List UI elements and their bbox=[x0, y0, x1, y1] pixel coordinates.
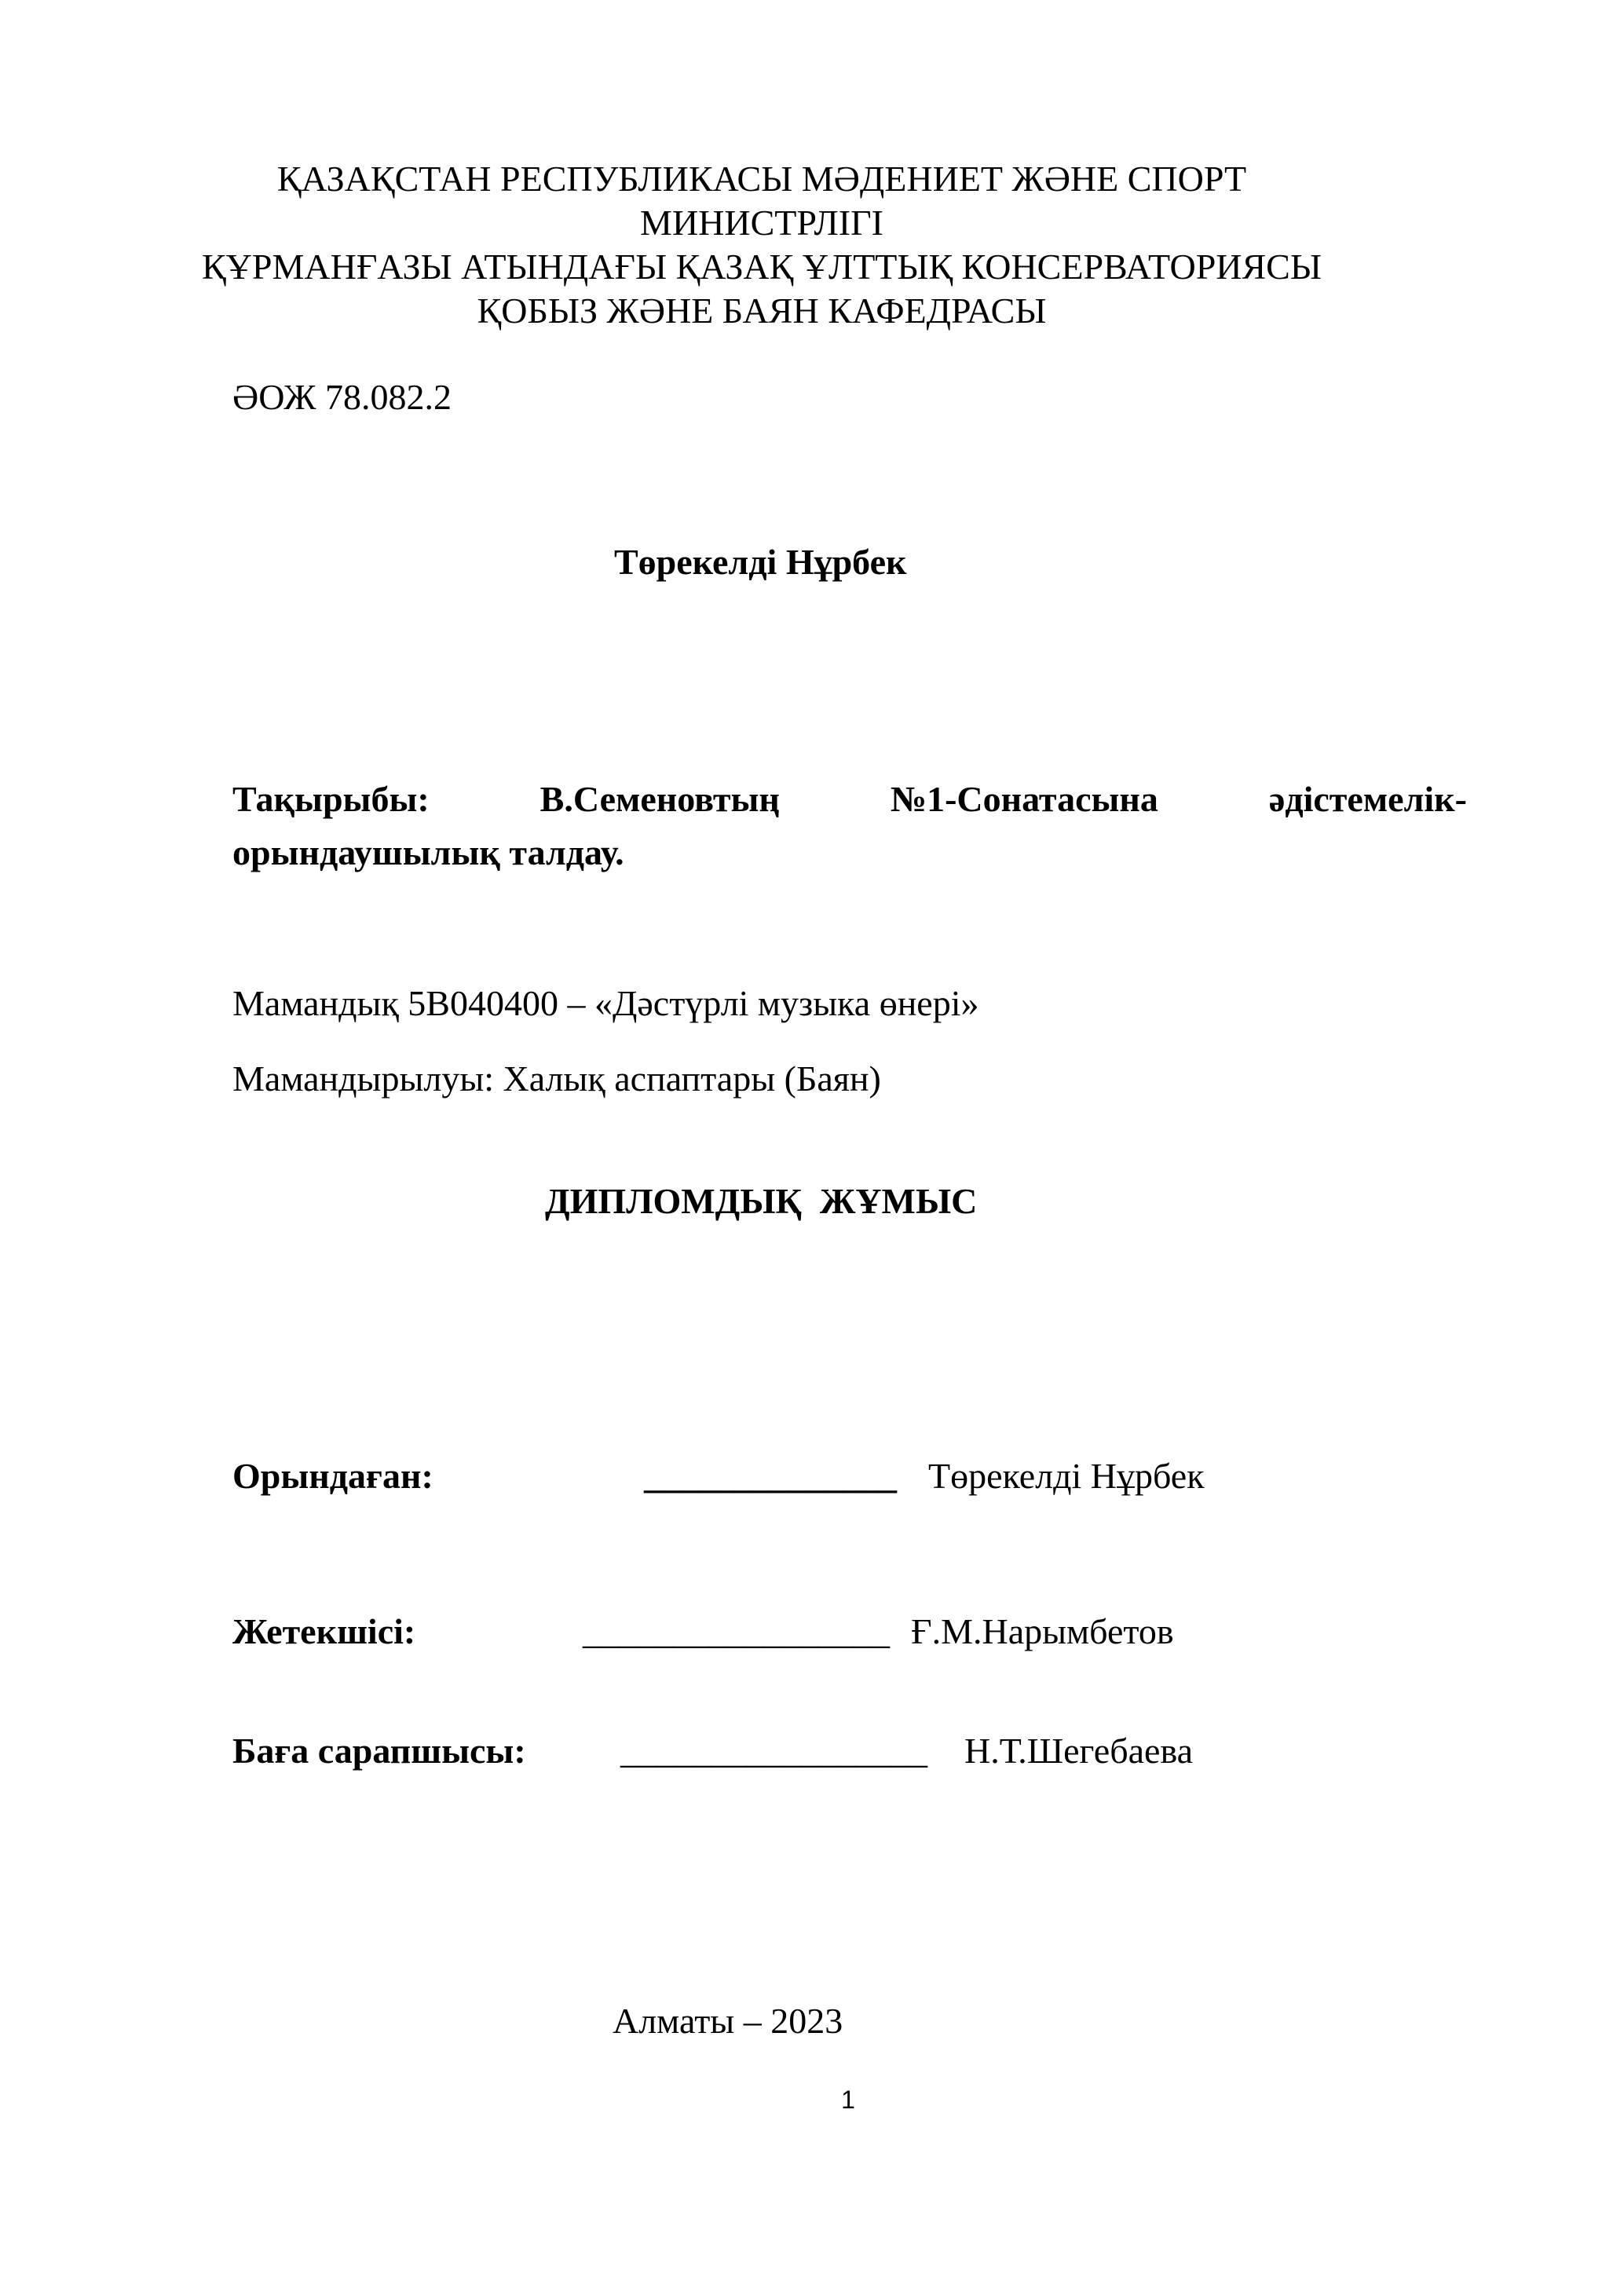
reviewer-signature-line: _________________ bbox=[620, 1731, 927, 1771]
header-ministry-line2: МИНИСТРЛІГІ bbox=[640, 203, 883, 243]
udc-code: ӘОЖ 78.082.2 bbox=[232, 377, 452, 417]
header-conservatory: ҚҰРМАНҒАЗЫ АТЫНДАҒЫ ҚАЗАҚ ҰЛТТЫҚ КОНСЕРВАТОРИЯСЫ bbox=[202, 247, 1322, 287]
topic-line-1 bbox=[232, 773, 1467, 826]
city-year: Алматы – 2023 bbox=[613, 2001, 843, 2041]
work-type-title: ДИПЛОМДЫҚ ЖҰМЫС bbox=[545, 1181, 978, 1221]
topic-word-sonata: №1-Сонатасына bbox=[890, 779, 1158, 819]
page-number: 1 bbox=[841, 2086, 855, 2114]
header-ministry-line1: ҚАЗАҚСТАН РЕСПУБЛИКАСЫ МӘДЕНИЕТ ЖӘНЕ СПОРТ bbox=[276, 159, 1247, 199]
topic-line-2: орындаушылық талдау. bbox=[232, 832, 624, 872]
supervisor-label: Жетекшісі: bbox=[232, 1611, 416, 1651]
topic-word-composer: В.Семеновтың bbox=[540, 779, 780, 819]
performer-label: Орындаған: bbox=[232, 1456, 433, 1496]
qualification: Мамандырылуы: Халық аспаптары (Баян) bbox=[232, 1058, 881, 1099]
header-department: ҚОБЫЗ ЖӘНЕ БАЯН КАФЕДРАСЫ bbox=[477, 291, 1047, 331]
topic-word-methodical: әдістемелік- bbox=[1268, 779, 1467, 819]
reviewer-name: Н.Т.Шегебаева bbox=[964, 1731, 1193, 1771]
author-name: Төрекелді Нұрбек bbox=[614, 542, 907, 582]
reviewer-label: Баға сарапшысы: bbox=[232, 1731, 526, 1771]
supervisor-signature-line: _________________ bbox=[583, 1611, 890, 1651]
topic-label: Тақырыбы: bbox=[232, 779, 430, 819]
topic-block bbox=[232, 773, 1467, 879]
performer-signature-line: ______________ bbox=[644, 1456, 897, 1496]
performer-name: Төрекелді Нұрбек bbox=[928, 1456, 1205, 1496]
specialty: Мамандық 5В040400 – «Дәстүрлі музыка өнері» bbox=[232, 983, 979, 1023]
supervisor-name: Ғ.М.Нарымбетов bbox=[911, 1611, 1174, 1651]
